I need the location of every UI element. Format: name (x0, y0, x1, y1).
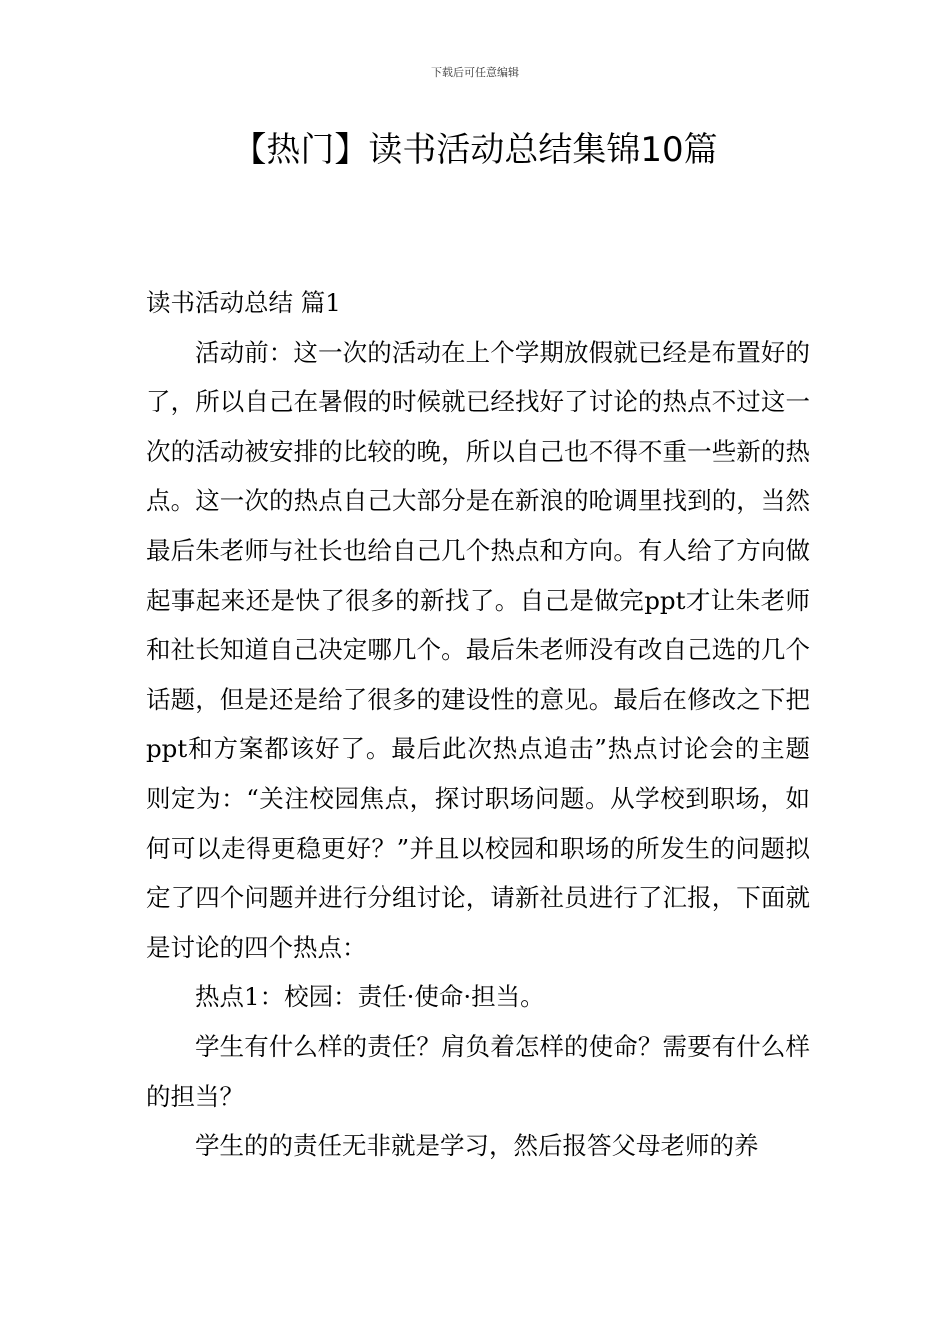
paragraph-1: 活动前：这一次的活动在上个学期放假就已经是布置好的了，所以自己在暑假的时候就已经找好了讨论的热点不过这一次的活动被安排的比较的晚，所以自己也不得不重一些新的热点。这一次的热点自己大部分是在新浪的呛调里找到的，当然最后朱老师与社长也给自己几个热点和方向。有人给了方向做起事起来还是快了很多的新找了。自己是做完ppt才让朱老师和社长知道自己决定哪几个。最后朱老师没有改自己选的几个话题，但是还是给了很多的建设性的意见。最后在修改之下把ppt和方案都该好了。最后此次热点追击”热点讨论会的主题则定为：“关注校园焦点，探讨职场问题。从学校到职场，如何可以走得更稳更好？”并且以校园和职场的所发生的问题拟定了四个问题并进行分组讨论，请新社员进行了汇报，下面就是讨论的四个热点： (146, 337, 810, 962)
document-title: 【热门】读书活动总结集锦10篇 (232, 130, 718, 170)
paragraph-2: 热点1：校园：责任·使命·担当。 (195, 982, 545, 1012)
paragraph-3: 学生有什么样的责任？肩负着怎样的使命？需要有什么样的担当？ (146, 1031, 810, 1111)
document-body (146, 278, 810, 1171)
header-note: 下载后可任意编辑 (431, 66, 519, 79)
paragraph-4: 学生的的责任无非就是学习，然后报答父母老师的养 (195, 1131, 759, 1161)
section-heading: 读书活动总结 篇1 (146, 288, 341, 317)
